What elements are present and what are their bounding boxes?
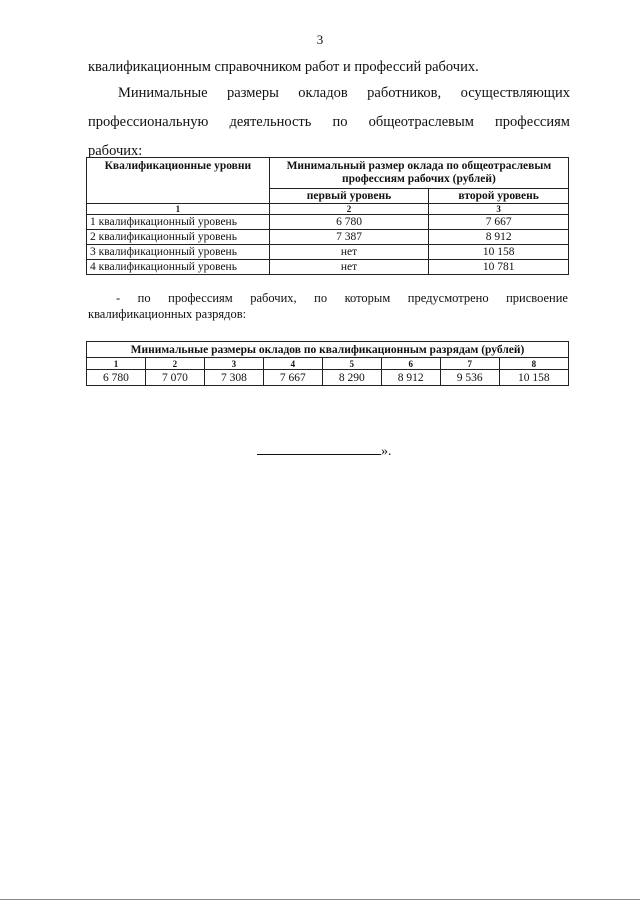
grades-table-header: Минимальные размеры окладов по квалификационным разрядам (рублей)	[87, 342, 569, 358]
second-level-cell: 7 667	[429, 215, 569, 230]
word: предусмотрено	[407, 291, 489, 305]
paragraph-line-2: квалификационных разрядов:	[88, 307, 247, 321]
header-first-level: первый уровень	[269, 189, 429, 204]
grade-number: 2	[145, 358, 204, 370]
second-level-cell: 10 158	[429, 245, 569, 260]
header-qualification-levels: Квалификационные уровни	[87, 158, 270, 204]
grade-number: 6	[381, 358, 440, 370]
grade-number-row	[87, 358, 569, 370]
column-number: 1	[87, 204, 270, 215]
grade-number: 3	[204, 358, 263, 370]
header-second-level: второй уровень	[429, 189, 569, 204]
closing-quote: ».	[381, 444, 392, 459]
level-cell: 2 квалификационный уровень	[87, 230, 270, 245]
grade-number: 8	[499, 358, 568, 370]
level-cell: 1 квалификационный уровень	[87, 215, 270, 230]
grade-number: 1	[87, 358, 146, 370]
paragraph-line-3: рабочих:	[88, 143, 143, 159]
paragraph-line-1	[88, 79, 570, 108]
grade-number: 5	[322, 358, 381, 370]
word: профессиональную	[88, 114, 209, 130]
grade-number: 7	[440, 358, 499, 370]
paragraph-intro	[88, 53, 570, 82]
grade-value: 7 667	[263, 370, 322, 386]
blank-rule	[257, 442, 381, 455]
word: профессиям	[168, 291, 233, 305]
column-number-row	[87, 204, 569, 215]
table-row	[87, 215, 569, 230]
paragraph-line-2	[88, 108, 570, 137]
second-level-cell: 8 912	[429, 230, 569, 245]
word: по	[137, 291, 151, 305]
level-cell: 4 квалификационный уровень	[87, 260, 270, 275]
grade-value: 9 536	[440, 370, 499, 386]
grade-value: 10 158	[499, 370, 568, 386]
word: работников,	[367, 85, 442, 101]
grade-number: 4	[263, 358, 322, 370]
word: -	[116, 291, 121, 305]
word: по	[332, 114, 348, 130]
closing-line	[257, 442, 392, 460]
grade-value: 6 780	[87, 370, 146, 386]
grade-value: 7 308	[204, 370, 263, 386]
column-number: 2	[269, 204, 429, 215]
grade-value: 7 070	[145, 370, 204, 386]
word: профессиям	[495, 114, 570, 130]
word: Минимальные	[118, 85, 208, 101]
column-number: 3	[429, 204, 569, 215]
word: которым	[344, 291, 391, 305]
level-cell: 3 квалификационный уровень	[87, 245, 270, 260]
qualification-grades-table	[86, 341, 569, 386]
table-row	[87, 260, 569, 275]
first-level-cell: 7 387	[269, 230, 429, 245]
paragraph-line-1	[88, 290, 568, 306]
word: присвоение	[506, 291, 568, 305]
header-min-salary-group: Минимальный размер оклада по общеотраслевым профессиям рабочих (рублей)	[269, 158, 568, 189]
word: размеры	[227, 85, 279, 101]
grade-value: 8 912	[381, 370, 440, 386]
first-level-cell: нет	[269, 260, 429, 275]
table-row	[87, 230, 569, 245]
paragraph-intro-text: квалификационным справочником работ и профессий рабочих.	[88, 59, 479, 75]
word: общеотраслевым	[368, 114, 474, 130]
table-row	[87, 245, 569, 260]
word: по	[314, 291, 328, 305]
grade-value-row	[87, 370, 569, 386]
page-bottom-divider	[0, 899, 640, 900]
paragraph-min-salaries	[88, 79, 570, 166]
word: деятельность	[229, 114, 312, 130]
grade-value: 8 290	[322, 370, 381, 386]
word: рабочих,	[250, 291, 297, 305]
word: окладов	[298, 85, 348, 101]
page-number: 3	[316, 32, 324, 47]
first-level-cell: нет	[269, 245, 429, 260]
paragraph-qualification-grades	[88, 290, 568, 322]
second-level-cell: 10 781	[429, 260, 569, 275]
qualification-levels-table	[86, 157, 569, 275]
first-level-cell: 6 780	[269, 215, 429, 230]
word: осуществляющих	[460, 85, 570, 101]
